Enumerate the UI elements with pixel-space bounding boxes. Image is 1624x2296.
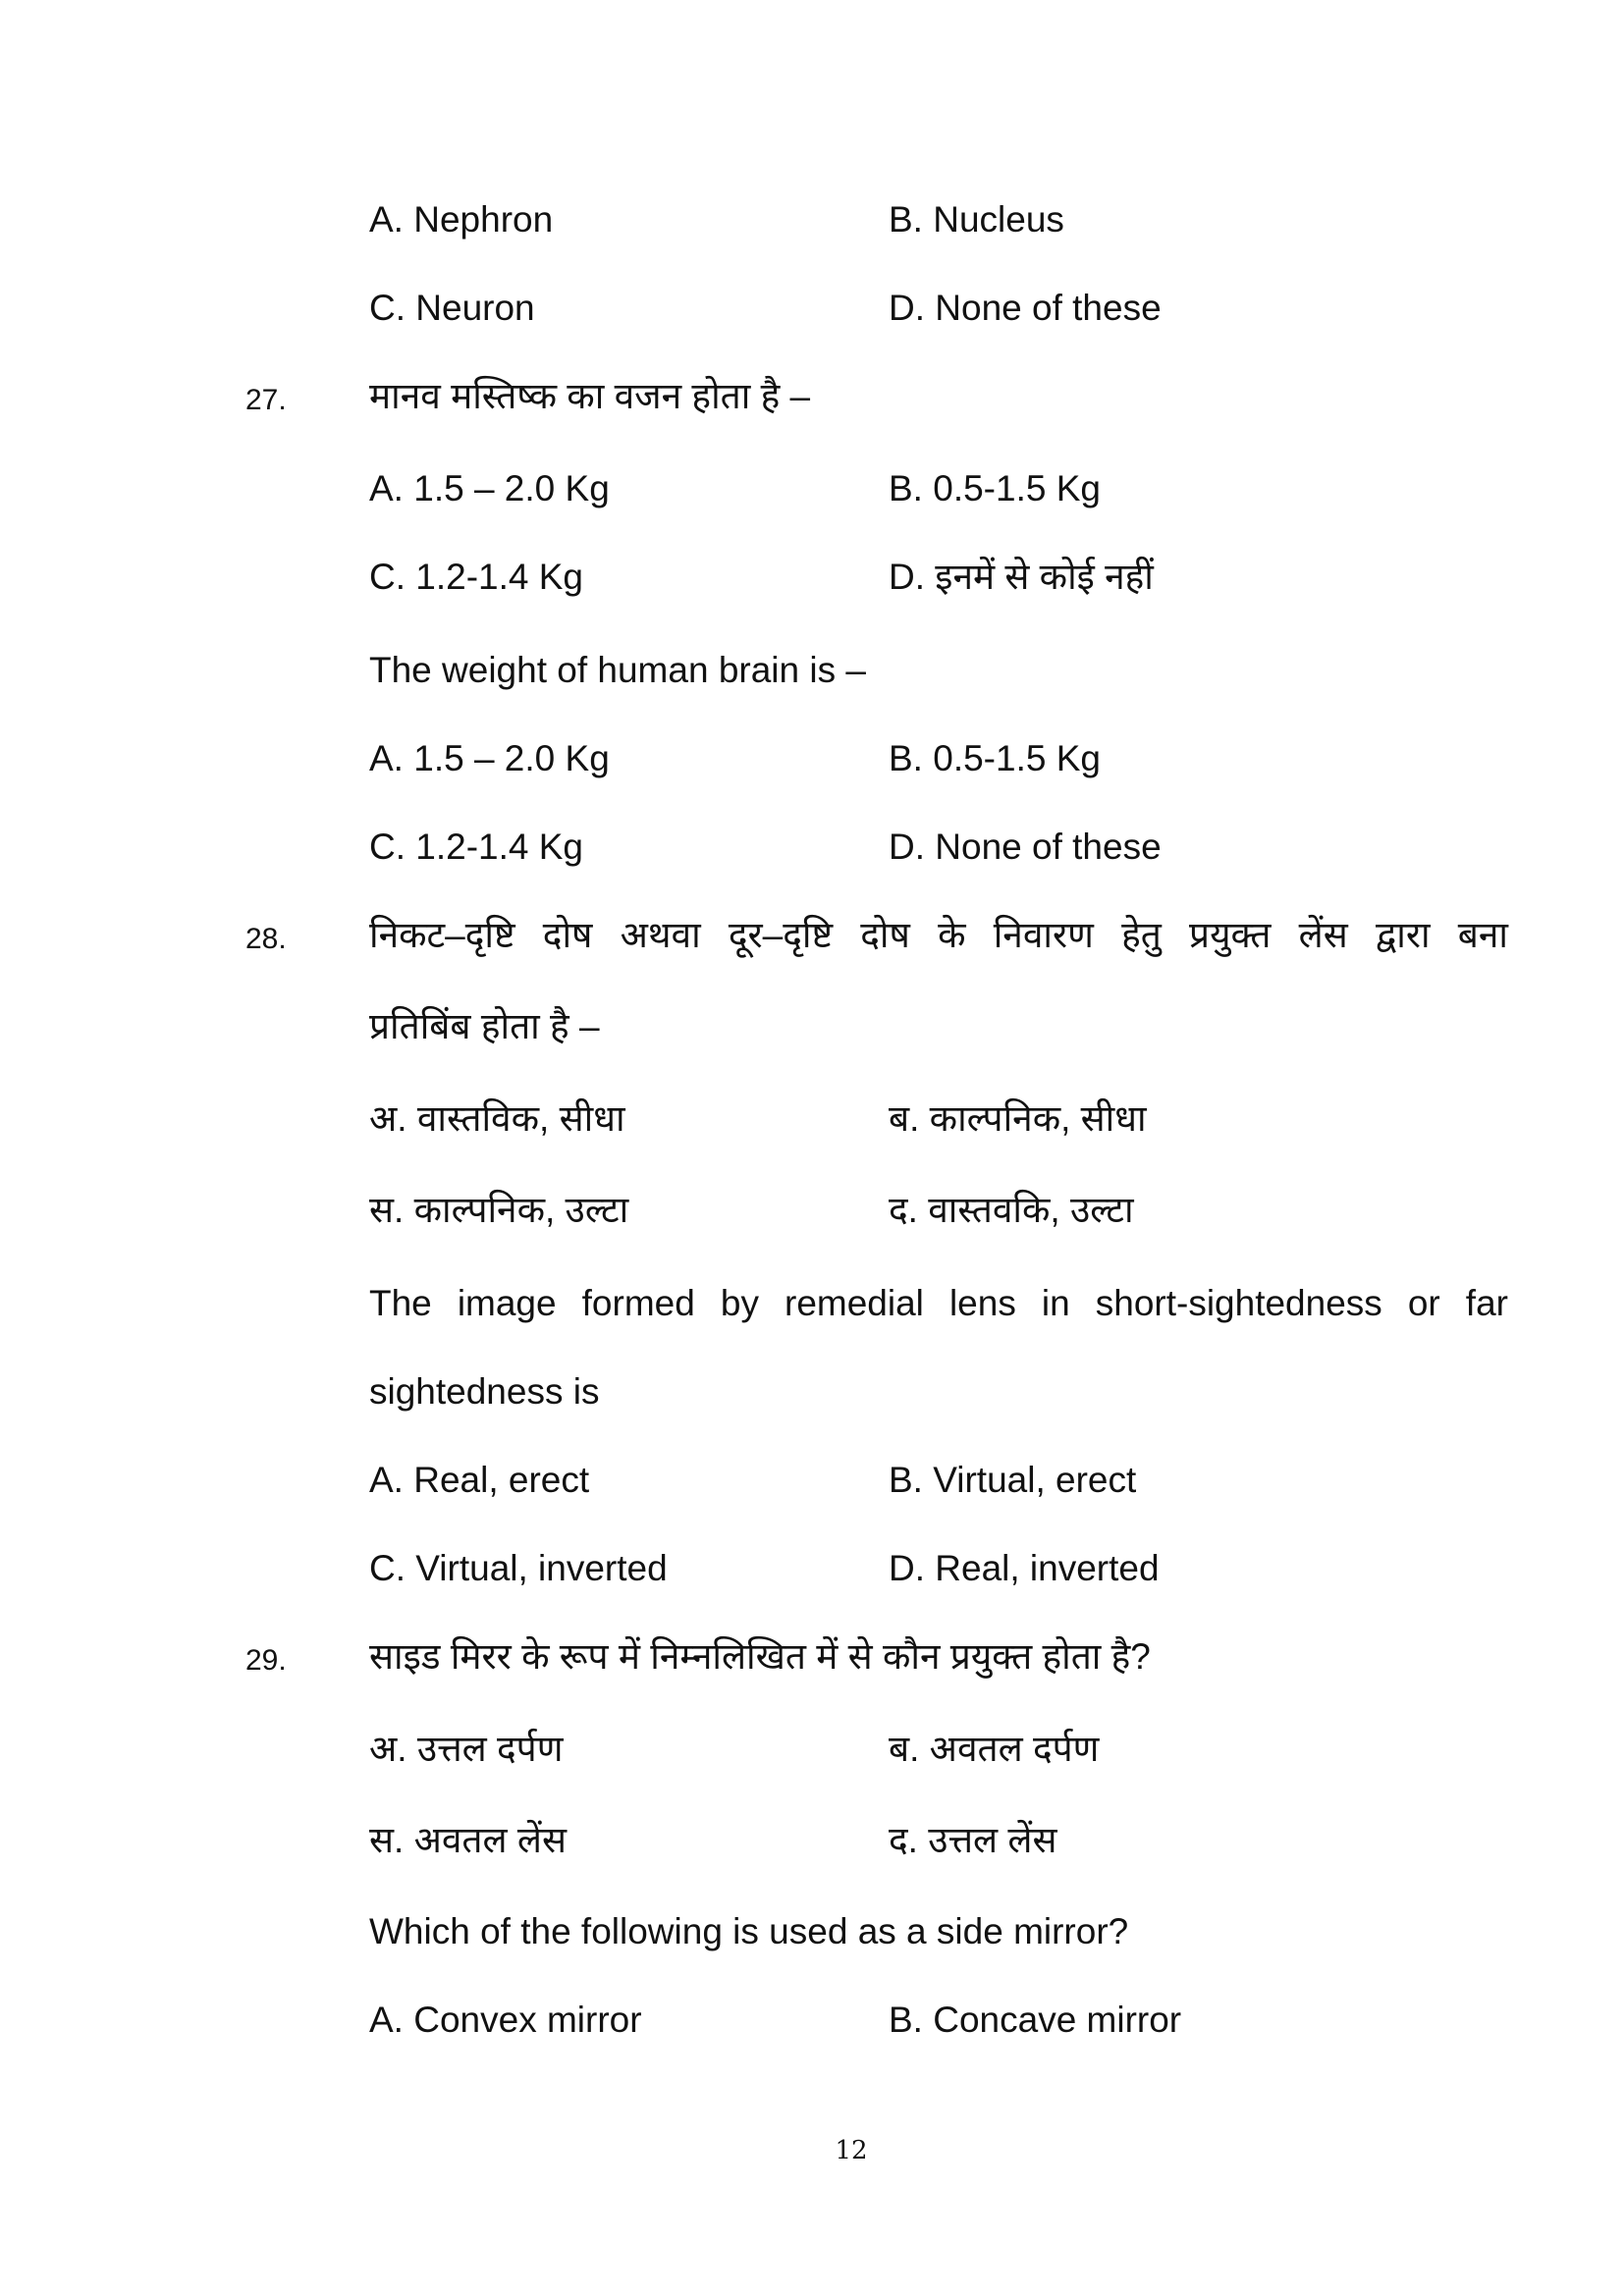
question-text-hindi-line1: निकट–दृष्टि दोष अथवा दूर–दृष्टि दोष के निवारण हेतु प्रयुक्त लेंस द्वारा बना [369,915,1508,955]
option-b: ब. काल्पनिक, सीधा [889,1098,1147,1139]
option-c: C. Neuron [369,288,535,328]
question-number: 29. [245,1644,287,1677]
option-a: A. Nephron [369,199,554,240]
question-number: 28. [245,923,287,955]
option-c: C. 1.2-1.4 Kg [369,557,584,597]
option-c: स. अवतल लेंस [369,1820,567,1860]
question-text-hindi-line2: प्रतिबिंब होता है – [369,1006,600,1046]
question-text-hindi: साइड मिरर के रूप में निम्नलिखित में से कौन प्रयुक्त होता है? [369,1636,1151,1677]
question-text-english-line1: The image formed by remedial lens in short-sightedness or far [369,1283,1508,1323]
option-d: द. वास्तवकि, उल्टा [889,1190,1134,1230]
option-b: ब. अवतल दर्पण [889,1729,1100,1769]
option-b: B. Nucleus [889,199,1064,240]
option-a: A. Real, erect [369,1460,590,1500]
option-a: अ. उत्तल दर्पण [369,1729,564,1769]
option-b: B. Virtual, erect [889,1460,1137,1500]
option-b: B. Concave mirror [889,2000,1182,2040]
option-a: A. Convex mirror [369,2000,642,2040]
question-text-english-line2: sightedness is [369,1371,600,1412]
option-d: D. None of these [889,288,1162,328]
option-d: D. None of these [889,827,1162,867]
option-d: D. Real, inverted [889,1548,1160,1588]
option-d: D. इनमें से कोई नहीं [889,557,1154,597]
question-number: 27. [245,384,287,416]
option-c: C. Virtual, inverted [369,1548,668,1588]
option-b: B. 0.5-1.5 Kg [889,738,1101,778]
option-b: B. 0.5-1.5 Kg [889,468,1101,508]
option-d: द. उत्तल लेंस [889,1820,1057,1860]
option-a: अ. वास्तविक, सीधा [369,1098,625,1139]
question-text-english: The weight of human brain is – [369,650,866,690]
option-a: A. 1.5 – 2.0 Kg [369,738,610,778]
option-a: A. 1.5 – 2.0 Kg [369,468,610,508]
page-number: 12 [835,2136,868,2165]
option-c: C. 1.2-1.4 Kg [369,827,584,867]
option-c: स. काल्पनिक, उल्टा [369,1190,629,1230]
question-text-hindi: मानव मस्तिष्क का वजन होता है – [369,376,811,416]
question-text-english: Which of the following is used as a side mirror? [369,1911,1129,1951]
